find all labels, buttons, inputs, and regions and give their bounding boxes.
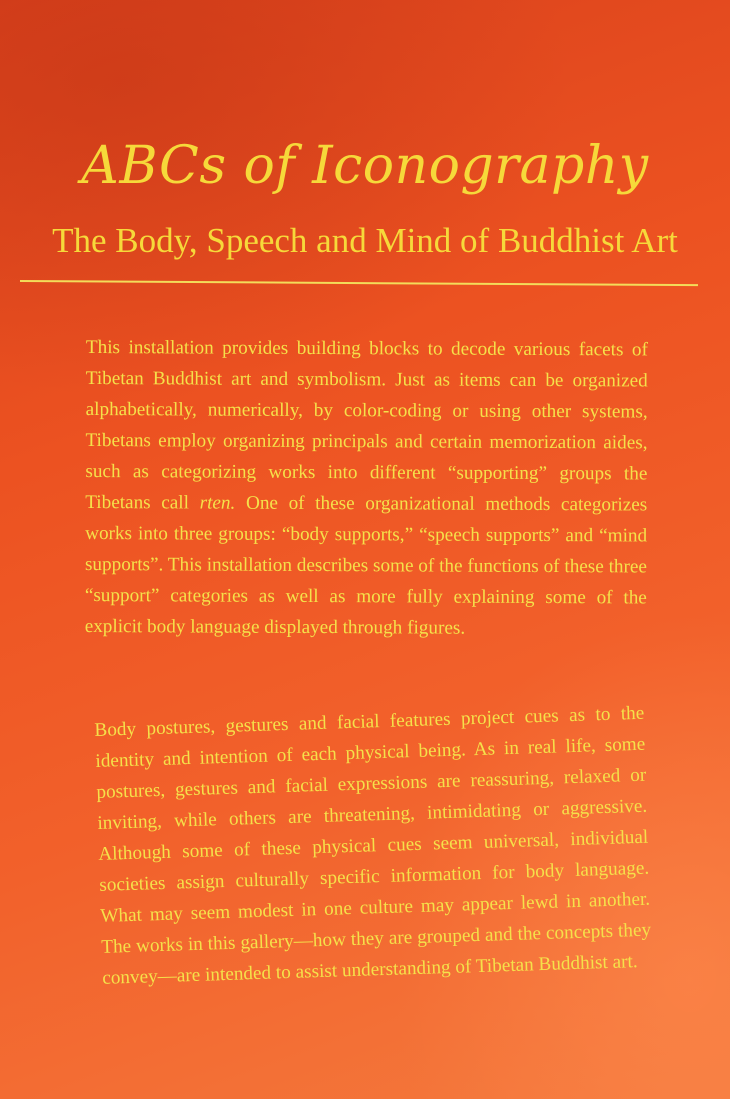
intro-text-end: One of these organizational methods categorizes works into three groups: “body supports,” “speech supports” and “mind supports”. This installation describes some of the functions of these three “support” categories as well as more fully explaining some of the explicit body language displayed through figures. <box>84 492 648 639</box>
intro-paragraph <box>85 332 648 644</box>
title-divider <box>20 280 698 286</box>
sign-subtitle: The Body, Speech and Mind of Buddhist Art <box>52 221 678 260</box>
intro-text-start: This installation provides building blocks to decode various facets of Tibetan Buddhist art and symbolism. Just as items can be organized alphabetically, numerically, by color-coding or using other systems, Tibetans employ organizing principals and certain memorization aides, such as categorizing works into different “supporting” groups the Tibetans call <box>85 336 648 514</box>
body-language-paragraph: Body postures, gestures and facial features project cues as to the identity and intention of each physical being. As in real life, some postures, gestures and facial expressions are reassuring, relaxed or inviting, while others are threatening, intimidating or aggressive. Although some of these physical cues seem universal, individual societies assign culturally specific information for body language. What may seem modest in one culture may appear lewd in another. The works in this gallery—how they are grouped and the concepts they convey—are intended to assist understanding of Tibetan Buddhist art. <box>94 702 652 989</box>
intro-term-rten: rten. <box>199 492 236 514</box>
sign-title: ABCs of Iconography <box>81 136 649 196</box>
